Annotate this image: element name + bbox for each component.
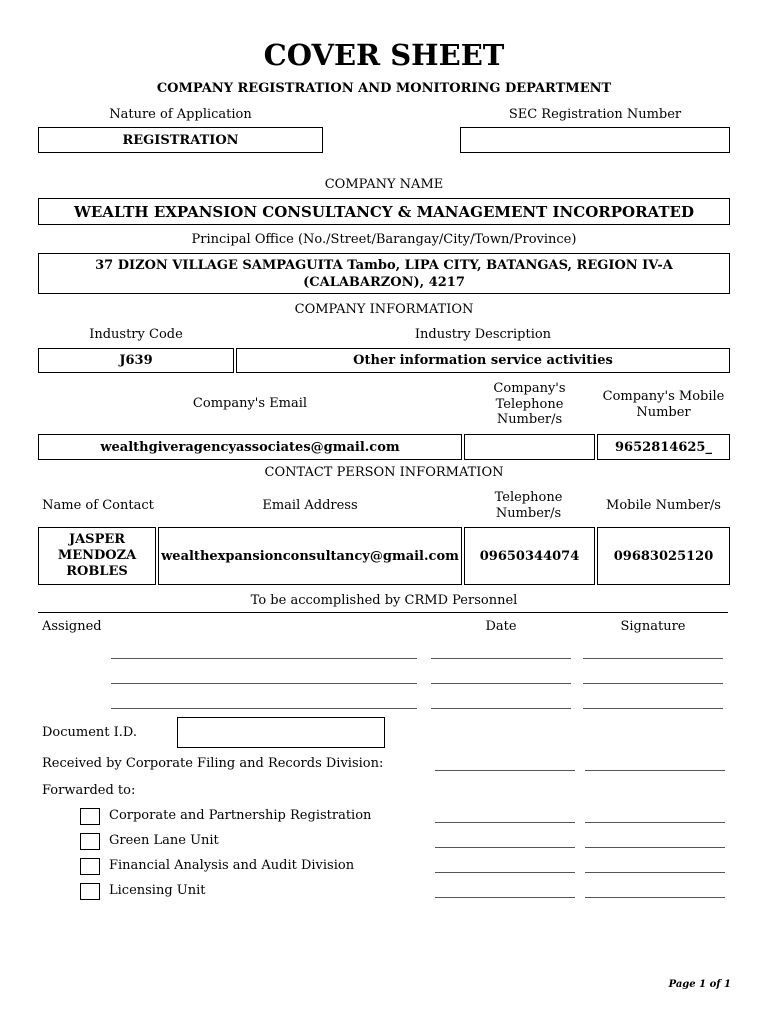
forward-signature-line[interactable] xyxy=(585,872,725,873)
contact-name-field[interactable] xyxy=(38,527,156,585)
forward-checkbox-corporate-registration[interactable] xyxy=(80,808,100,825)
nature-of-application-value: REGISTRATION xyxy=(122,132,239,148)
date-line[interactable] xyxy=(431,658,571,659)
company-mobile-value: 9652814625_ xyxy=(615,439,712,455)
contact-name-line2: MENDOZA xyxy=(57,548,137,563)
nature-of-application-label: Nature of Application xyxy=(109,107,252,122)
industry-description-label: Industry Description xyxy=(414,327,552,342)
forward-option-label: Licensing Unit xyxy=(109,883,206,898)
industry-code-value: J639 xyxy=(119,353,153,368)
forwarded-to-label: Forwarded to: xyxy=(42,783,136,798)
sec-registration-field[interactable] xyxy=(460,127,730,153)
company-telephone-label-line2: Telephone xyxy=(495,396,564,412)
contact-name-label: Name of Contact xyxy=(42,498,154,513)
forward-date-line[interactable] xyxy=(435,897,575,898)
contact-name-line1: JASPER xyxy=(68,532,126,547)
assigned-line[interactable] xyxy=(111,708,417,709)
nature-of-application-field[interactable] xyxy=(38,127,323,153)
signature-line[interactable] xyxy=(583,658,723,659)
contact-name-line3: ROBLES xyxy=(66,564,128,579)
principal-office-line2: (CALABARZON), 4217 xyxy=(303,275,465,290)
company-mobile-label-line1: Company's Mobile xyxy=(602,389,725,404)
company-telephone-label xyxy=(464,381,595,428)
forward-date-line[interactable] xyxy=(435,822,575,823)
forward-date-line[interactable] xyxy=(435,847,575,848)
sec-registration-label: SEC Registration Number xyxy=(508,107,682,122)
document-id-label: Document I.D. xyxy=(42,725,138,740)
industry-code-field[interactable] xyxy=(38,348,234,373)
contact-mobile-value: 09683025120 xyxy=(613,548,714,564)
forward-checkbox-licensing-unit[interactable] xyxy=(80,883,100,900)
contact-mobile-field[interactable] xyxy=(597,527,730,585)
document-id-field[interactable] xyxy=(177,717,385,748)
company-email-label: Company's Email xyxy=(192,396,308,411)
contact-telephone-label xyxy=(462,490,595,522)
industry-code-label: Industry Code xyxy=(89,327,183,342)
crmd-divider xyxy=(38,612,728,613)
company-telephone-label-line1: Company's xyxy=(493,381,566,396)
page-number: Page 1 of 1 xyxy=(668,979,731,990)
contact-email-field[interactable] xyxy=(158,527,462,585)
contact-person-heading: CONTACT PERSON INFORMATION xyxy=(264,465,504,480)
company-mobile-field[interactable] xyxy=(597,434,730,460)
date-label: Date xyxy=(485,619,517,634)
company-name-field[interactable] xyxy=(38,198,730,225)
received-date-line[interactable] xyxy=(435,770,575,771)
received-signature-line[interactable] xyxy=(585,770,725,771)
signature-line[interactable] xyxy=(583,708,723,709)
company-email-value: wealthgiveragencyassociates@gmail.com xyxy=(100,439,400,455)
received-by-label: Received by Corporate Filing and Records Division: xyxy=(42,756,384,771)
company-information-heading: COMPANY INFORMATION xyxy=(294,302,474,317)
company-telephone-label-line3: Number/s xyxy=(496,412,563,427)
forward-signature-line[interactable] xyxy=(585,822,725,823)
forward-signature-line[interactable] xyxy=(585,847,725,848)
contact-telephone-field[interactable] xyxy=(464,527,595,585)
forward-option-label: Corporate and Partnership Registration xyxy=(109,808,372,823)
principal-office-field[interactable] xyxy=(38,253,730,294)
signature-label: Signature xyxy=(620,619,686,634)
signature-line[interactable] xyxy=(583,683,723,684)
contact-email-label: Email Address xyxy=(262,498,358,513)
assigned-label: Assigned xyxy=(42,619,102,634)
forward-checkbox-green-lane[interactable] xyxy=(80,833,100,850)
forward-option-label: Green Lane Unit xyxy=(109,833,219,848)
contact-telephone-value: 09650344074 xyxy=(479,548,580,564)
contact-telephone-label-line2: Number/s xyxy=(495,506,562,521)
assigned-line[interactable] xyxy=(111,683,417,684)
page-title: COVER SHEET xyxy=(263,38,505,72)
department-heading: COMPANY REGISTRATION AND MONITORING DEPARTMENT xyxy=(156,81,612,96)
industry-description-field[interactable] xyxy=(236,348,730,373)
contact-email-value: wealthexpansionconsultancy@gmail.com xyxy=(161,548,459,564)
principal-office-label: Principal Office (No./Street/Barangay/City/Town/Province) xyxy=(191,232,577,247)
forward-signature-line[interactable] xyxy=(585,897,725,898)
principal-office-line1: 37 DIZON VILLAGE SAMPAGUITA Tambo, LIPA CITY, BATANGAS, REGION IV-A xyxy=(95,258,673,273)
crmd-heading: To be accomplished by CRMD Personnel xyxy=(250,593,518,608)
company-name-label: COMPANY NAME xyxy=(324,177,444,192)
company-mobile-label xyxy=(597,389,730,421)
forward-option-label: Financial Analysis and Audit Division xyxy=(109,858,355,873)
company-mobile-label-line2: Number xyxy=(636,405,691,420)
forward-checkbox-financial-analysis[interactable] xyxy=(80,858,100,875)
company-name-value: WEALTH EXPANSION CONSULTANCY & MANAGEMENT INCORPORATED xyxy=(74,202,694,221)
date-line[interactable] xyxy=(431,683,571,684)
industry-description-value: Other information service activities xyxy=(353,353,613,368)
company-telephone-field[interactable] xyxy=(464,434,595,460)
assigned-line[interactable] xyxy=(111,658,417,659)
company-email-field[interactable] xyxy=(38,434,462,460)
contact-mobile-label: Mobile Number/s xyxy=(606,498,721,513)
forward-date-line[interactable] xyxy=(435,872,575,873)
contact-telephone-label-line1: Telephone xyxy=(494,490,563,505)
date-line[interactable] xyxy=(431,708,571,709)
